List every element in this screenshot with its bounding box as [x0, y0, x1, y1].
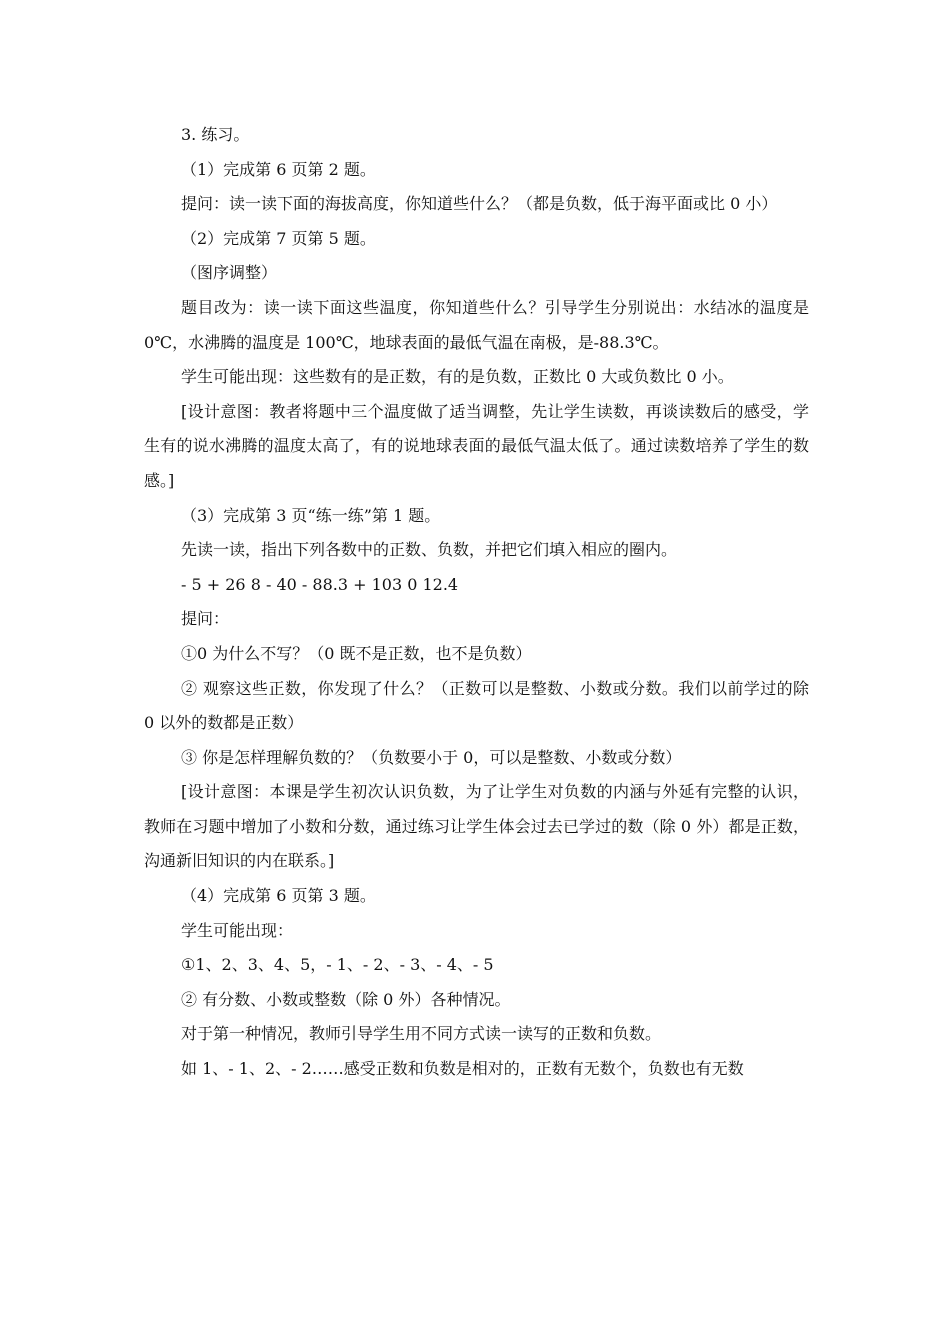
paragraph: 3. 练习。 [181, 125, 250, 144]
paragraph: 题目改为：读一读下面这些温度，你知道些什么？引导学生分别说出：水结冰的温度是 0℃，水沸腾的温度是 100℃，地球表面的最低气温在南极，是-88.3℃。 [144, 297, 809, 352]
paragraph: ② 观察这些正数，你发现了什么？（正数可以是整数、小数或分数。我们以前学过的除 0 以外的数都是正数） [144, 678, 809, 733]
paragraph: 提问： [181, 609, 230, 629]
paragraph: ①1、2、3、4、5，- 1、- 2、- 3、- 4、- 5 [181, 955, 494, 975]
paragraph: 如 1、- 1、2、- 2……感受正数和负数是相对的，正数有无数个，负数也有无数 [181, 1059, 744, 1079]
paragraph: 学生可能出现：这些数有的是正数，有的是负数，正数比 0 大或负数比 0 小。 [181, 367, 734, 387]
paragraph: （4）完成第 6 页第 3 题。 [181, 886, 376, 906]
paragraph: - 5 + 26 8 - 40 - 88.3 + 103 0 12.4 [181, 574, 459, 594]
paragraph: 提问：读一读下面的海拔高度，你知道些什么？（都是负数，低于海平面或比 0 小） [181, 194, 778, 214]
paragraph: 对于第一种情况，教师引导学生用不同方式读一读写的正数和负数。 [181, 1024, 662, 1044]
paragraph: 先读一读，指出下列各数中的正数、负数，并把它们填入相应的圈内。 [181, 540, 678, 560]
paragraph: 学生可能出现： [181, 920, 294, 940]
paragraph: （3）完成第 3 页“练一练”第 1 题。 [181, 505, 441, 525]
paragraph: [设计意图：本课是学生初次认识负数，为了让学生对负数的内涵与外延有完整的认识，教师在习题中增加了小数和分数，通过练习让学生体会过去已学过的数（除 0 外）都是正数，沟通新旧知识的内在联系。] [144, 782, 809, 871]
paragraph: ② 有分数、小数或整数（除 0 外）各种情况。 [181, 989, 511, 1009]
document-body [144, 118, 809, 1087]
paragraph: ①0 为什么不写？（0 既不是正数，也不是负数） [181, 643, 532, 663]
paragraph: [设计意图：教者将题中三个温度做了适当调整，先让学生读数，再谈读数后的感受，学生有的说水沸腾的温度太高了，有的说地球表面的最低气温太低了。通过读数培养了学生的数感。] [144, 401, 809, 490]
paragraph: （1）完成第 6 页第 2 题。 [181, 159, 376, 179]
paragraph: （2）完成第 7 页第 5 题。 [181, 228, 376, 248]
paragraph: （图序调整） [181, 263, 278, 283]
paragraph: ③ 你是怎样理解负数的？（负数要小于 0，可以是整数、小数或分数） [181, 747, 682, 767]
